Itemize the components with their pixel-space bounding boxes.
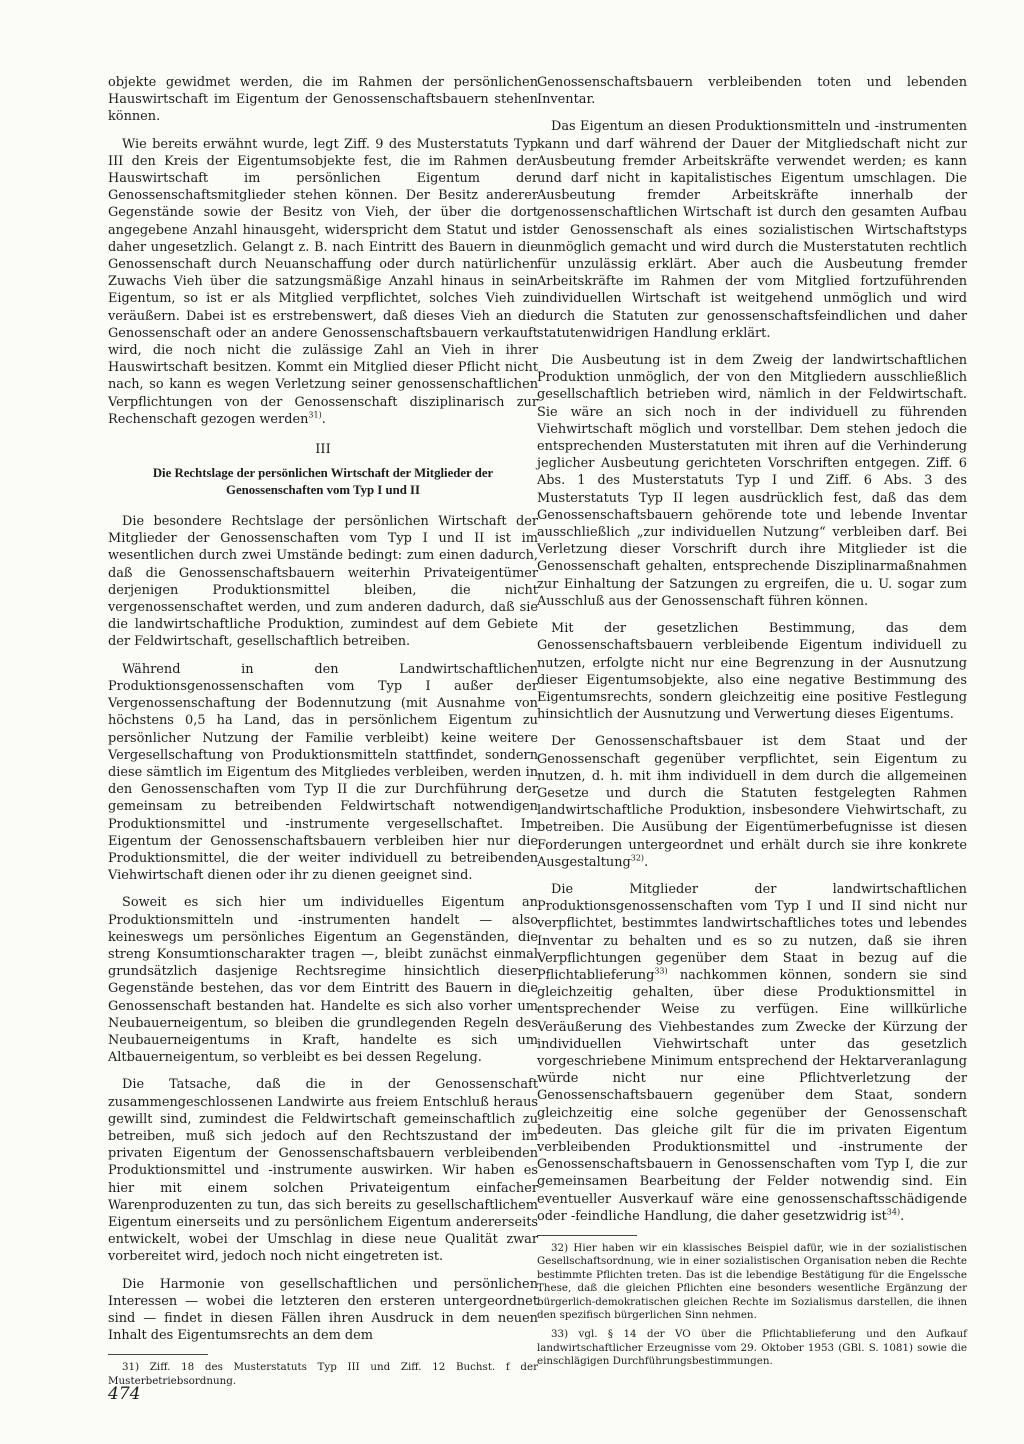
- paragraph: Genossenschaftsbauern verbleibenden toten und lebenden Inventar.: [537, 75, 967, 108]
- footnote-ref: 31): [308, 410, 322, 420]
- paragraph-text: Der Genossenschaftsbauer ist dem Staat und der Genossenschaft gegenüber verpflichtet, sein Eigentum zu nutzen, d. h. mit ihm individuell in dem durch die allgemeinen Gesetze und durch die Statuten festgelegten Rahmen landwirtschaftliche Produktion, insbesondere Viehwirtschaft, zu betreiben. Die Ausübung der Eigentümerbefugnisse ist diesen Forderungen untergeordnet und erhält durch sie ihre konkrete Ausgestaltung: [537, 734, 967, 870]
- paragraph: Die Tatsache, daß die in der Genossenschaft zusammengeschlossenen Landwirte aus freiem Entschluß heraus gewillt sind, zumindest die Feldwirtschaft gemeinschaftlich zu betreiben, muß sich jedoch auf den Rechtszustand der im privaten Eigentum der Genossenschaftsbauern verbleibenden Produktionsmittel und -instrumente auswirken. Wir haben es hier mit einem solchen Privateigentum einfacher Warenproduzenten zu tun, das sich bereits zu gesellschaftlichem Eigentum einerseits und zu persönlichem Eigentum andererseits entwickelt, wobei der Umschlag in diese neue Qualität zwar vorbereitet wird, jedoch noch nicht eingetreten ist.: [108, 1077, 538, 1265]
- footnote-33: 33) vgl. § 14 der VO über die Pflichtablieferung und den Aufkauf landwirtschaftlicher Erzeugnisse vom 29. Oktober 1953 (GBl. S. 1081) sowie die einschlägigen Durchführungsbestimmungen.: [537, 1328, 967, 1368]
- paragraph-text: Die Mitglieder der landwirtschaftlichen Produktionsgenossenschaften vom Typ I und II sind nicht nur verpflichtet, bestimmtes landwirtschaftliches totes und lebendes Inventar zu behalten und es so zu nutzen, daß sie ihren Verpflichtungen gegenüber dem Staat in bezug auf die Pflichtablieferung: [537, 881, 967, 983]
- page-number: 474: [108, 1384, 141, 1404]
- paragraph: Soweit es sich hier um individuelles Eigentum an Produktionsmitteln und -instrumenten handelt — also keineswegs um persönliches Eigentum an Gegenständen, die streng Konsumtionscharakter tragen —, bleibt zunächst einmal grundsätzlich dasjenige Rechtsregime hinsichtlich dieser Gegenstände bestehen, das vor dem Eintritt des Bauern in die Genossenschaft bestanden hat. Handelte es sich also vorher um Neubauerneigentum, so bleiben die grundlegenden Regeln des Neubauerneigentums in Kraft, handelte es sich um Altbauerneigentum, so verbleibt es bei dessen Regelung.: [108, 895, 538, 1066]
- section-number: III: [315, 442, 331, 458]
- footnote-divider: [537, 1235, 637, 1236]
- paragraph-text: Wie bereits erwähnt wurde, legt Ziff. 9 des Musterstatuts Typ III den Kreis der Eigentumsobjekte fest, die im Rahmen der Hauswirtschaft im persönlichen Eigentum der Genossenschaftsmitglieder stehen können. Der Besitz anderer Gegenstände sowie der Besitz von Vieh, der über die dort angegebene Anzahl hinausgeht, widerspricht dem Statut und ist daher ungesetzlich. Gelangt z. B. nach Eintritt des Bauern in die Genossenschaft durch Neuanschaffung oder durch natürlichen Zuwachs Vieh über die satzungsmäßige Anzahl hinaus in sein Eigentum, so ist er als Mitglied verpflichtet, solches Vieh zu veräußern. Dabei ist es erstrebenswert, daß dieses Vieh an die Genossenschaft oder an andere Genossenschaftsbauern verkauft wird, die noch nicht die zulässige Zahl an Vieh in ihrer Hauswirtschaft besitzen. Kommt ein Mitglied dieser Pflicht nicht nach, so kann es wegen Verletzung seiner genossenschaftlichen Verpflichtungen von der Genossenschaft disziplinarisch zur Rechenschaft gezogen werden: [108, 136, 538, 427]
- paragraph: Während in den Landwirtschaftlichen Produktionsgenossenschaften vom Typ I außer der Vergenossenschaftung der Bodennutzung (mit Ausnahme von höchstens 0,5 ha Land, das in persönlichem Eigentum zu persönlicher Nutzung der Familie verbleibt) keine weitere Vergesellschaftung von Produktionsmitteln stattfindet, sondern diese sämtlich im Eigentum des Mitgliedes verbleiben, werden in den Genossenschaften vom Typ II die zur Durchführung der gemeinsam zu betreibenden Feldwirtschaft notwendigen Produktionsmittel und -instrumente vergesellschaftet. Im Eigentum der Genossenschaftsbauern verbleiben hier nur die Produktionsmittel, die der weiter individuell zu betreibenden Viehwirtschaft dienen oder ihr zu dienen geeignet sind.: [108, 661, 538, 884]
- paragraph: Mit der gesetzlichen Bestimmung, das dem Genossenschaftsbauern verbleibende Eigentum individuell zu nutzen, erfolgte nicht nur eine Begrenzung in der Ausnutzung dieser Eigentumsobjekte, also eine negative Bestimmung des Eigentumsrechts, sondern gleichzeitig eine positive Festlegung hinsichtlich der Ausnutzung und Verwertung dieses Eigentums.: [537, 621, 967, 723]
- paragraph: [537, 733, 967, 871]
- right-column: [537, 74, 967, 1375]
- footnote-ref: 32): [630, 853, 645, 863]
- paragraph-text: nachkommen können, sondern sie sind gleichzeitig gehalten, über diese Produktionsmittel in entsprechender Weise zu verfügen. Eine willkürliche Veräußerung des Viehbestandes zum Zwecke der Kürzung der individuellen Viehwirtschaft unter das gesetzlich vorgeschriebene Minimum entsprechend der Hektarveranlagung würde nicht nur eine Pflichtverletzung der Genossenschaftsbauern gegenüber dem Staat, sondern gleichzeitig eine solche gegenüber der Genossenschaft bedeuten. Das gleiche gilt für die im privaten Eigentum verbleibenden Produktionsmittel und -instrumente der Genossenschaftsbauern in Genossenschaften vom Typ I, die zur gemeinsamen Bearbeitung der Felder notwendig sind. Ein eventueller Ausverkauf wäre eine genossenschaftsschädigende oder -feindliche Handlung, die daher gesetzwidrig ist: [537, 967, 967, 1224]
- footnote-ref: 33): [654, 966, 668, 976]
- paragraph: Die besondere Rechtslage der persönlichen Wirtschaft der Mitglieder der Genossenschaften vom Typ I und II ist im wesentlichen durch zwei Umstände bedingt: zum einen dadurch, daß die Genossenschaftsbauern weiterhin Privateigentümer derjenigen Produktionsmittel bleiben, die nicht vergenossenschaftet werden, und zum anderen dadurch, daß sie die landwirtschaftliche Produktion, zumindest auf dem Gebiete der Feldwirtschaft, gesellschaftlich betreiben.: [108, 514, 538, 650]
- paragraph: [108, 136, 538, 428]
- paragraph: Die Harmonie von gesellschaftlichen und persönlichen Interessen — wobei die letzteren den ersteren untergeordnet sind — findet in diesen Fällen ihren Ausdruck in dem neuen Inhalt des Eigentumsrechts an dem dem: [108, 1276, 538, 1344]
- left-column: [108, 74, 538, 1394]
- paragraph: objekte gewidmet werden, die im Rahmen der persönlichen Hauswirtschaft im Eigentum der Genossenschaftsbauern stehen können.: [108, 75, 538, 125]
- footnote-divider: [108, 1354, 208, 1355]
- paragraph-end: .: [644, 854, 649, 870]
- paragraph-end: .: [321, 411, 326, 427]
- footnote-ref: 34): [886, 1207, 901, 1217]
- paragraph: Das Eigentum an diesen Produktionsmitteln und -instrumenten kann und darf während der Dauer der Mitgliedschaft nicht zur Ausbeutung fremder Arbeitskräfte verwendet werden; es kann und darf nicht in kapitalistisches Eigentum umschlagen. Die Ausbeutung fremder Arbeitskräfte innerhalb der genossenschaftlichen Wirtschaft ist durch den gesamten Aufbau der Genossenschaft als eines sozialistischen Wirtschaftstyps unmöglich gemacht und wird durch die Musterstatuten rechtlich für unzulässig erklärt. Aber auch die Ausbeutung fremder Arbeitskräfte im Rahmen der vom Mitglied fortzuführenden individuellen Wirtschaft ist weitgehend unmöglich und wird durch die Statuten zur genossenschaftsfeindlichen und daher statutenwidrigen Handlung erklärt.: [537, 119, 967, 341]
- paragraph-end: .: [900, 1208, 905, 1224]
- footnote-31: 31) Ziff. 18 des Musterstatuts Typ III und Ziff. 12 Buchst. f der Musterbetriebsordnung.: [108, 1361, 538, 1387]
- paragraph: Die Ausbeutung ist in dem Zweig der landwirtschaftlichen Produktion unmöglich, der von den Mitgliedern ausschließlich gesellschaftlich betrieben wird, nämlich in der Feldwirtschaft. Sie wäre an sich noch in der individuell zu führenden Viehwirtschaft möglich und vorstellbar. Dem stehen jedoch die entsprechenden Musterstatuten mit ihren auf die Verhinderung jeglicher Ausbeutung gerichteten Vorschriften entgegen. Ziff. 6 Abs. 1 des Musterstatuts Typ I und Ziff. 6 Abs. 3 des Musterstatuts Typ II legen ausdrücklich fest, daß das dem Genossenschaftsbauern gehörende tote und lebende Inventar ausschließlich „zur individuellen Nutzung“ verbleiben darf. Bei Verletzung dieser Vorschrift durch ihre Mitglieder ist die Genossenschaft gehalten, entsprechende Disziplinarmaßnahmen zur Einhaltung der Satzungen zu ergreifen, die u. U. sogar zum Ausschluß aus der Genossenschaft führen können.: [537, 353, 967, 609]
- section-title: Die Rechtslage der persönlichen Wirtschaft der Mitglieder der Genossenschaften vom Typ I und II: [152, 466, 494, 498]
- paragraph: [537, 881, 967, 1225]
- footnote-32: 32) Hier haben wir ein klassisches Beispiel dafür, wie in der sozialistischen Gesellschaftsordnung, wie in einer sozialistischen Organisation neben die Rechte bestimmte Pflichten treten. Das ist die lebendige Bestätigung für die Engelssche These, daß die gleichen Pflichten eine besonders wesentliche Ergänzung der bürgerlich-demokratischen gleichen Rechte im Sozialismus darstellen, die ihnen den spezifisch bürgerlichen Sinn nehmen.: [537, 1242, 967, 1322]
